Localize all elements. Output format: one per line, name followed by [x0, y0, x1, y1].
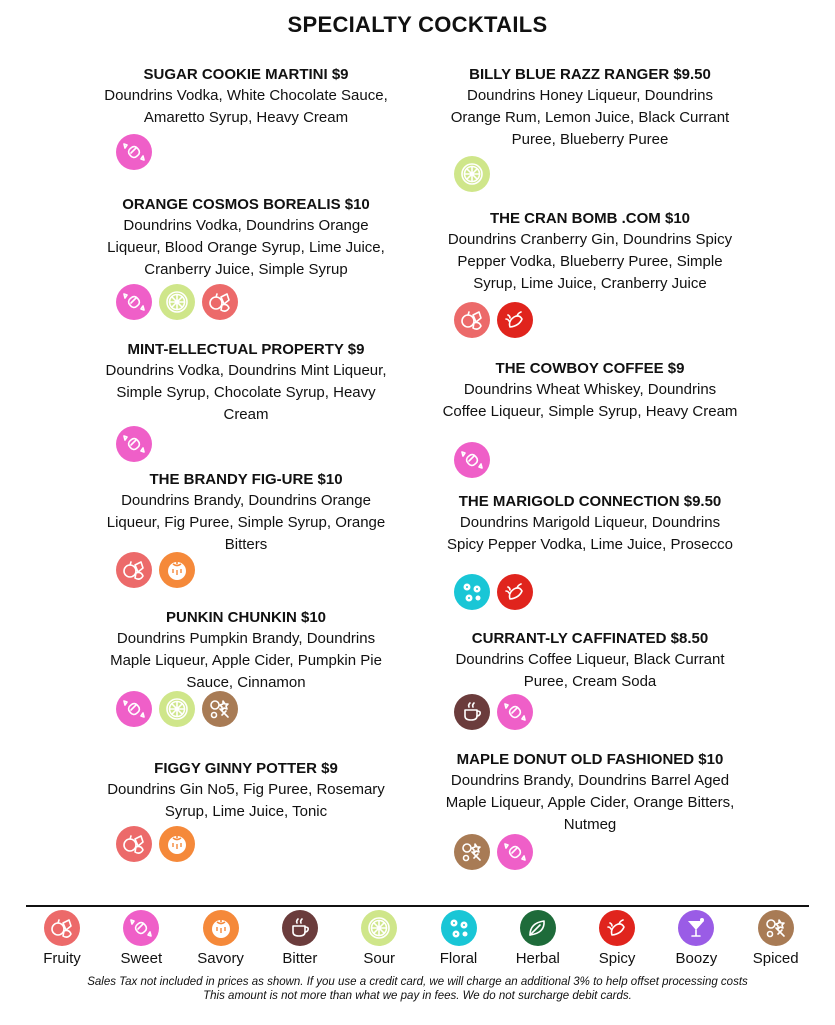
cocktail-ingredients: Doundrins Wheat Whiskey, Doundrins Coffee Liqueur, Simple Syrup, Heavy Cream [442, 381, 738, 420]
legend-item-boozy [656, 910, 736, 967]
flavor-icons [116, 552, 195, 588]
cocktail-ingredients: Doundrins Vodka, Doundrins Orange Liqueur, Blood Orange Syrup, Lime Juice, Cranberry Juice, Simple Syrup [107, 217, 385, 278]
legend-label: Boozy [675, 950, 718, 967]
cocktail-name: SUGAR COOKIE MARTINI $9 [143, 66, 349, 83]
sweet-icon [116, 134, 152, 170]
flavor-icons [454, 302, 533, 338]
cocktail-item [440, 749, 740, 836]
cocktail-ingredients: Doundrins Brandy, Doundrins Barrel Aged Maple Liqueur, Apple Cider, Orange Bitters, Nutmeg [445, 772, 735, 833]
fruity-icon [44, 910, 80, 946]
flavor-icons [116, 284, 238, 320]
fruity-icon [454, 302, 490, 338]
sweet-icon [116, 284, 152, 320]
sour-icon [159, 284, 195, 320]
flavor-icons [454, 694, 533, 730]
flavor-icons [454, 156, 490, 192]
legend-label: Bitter [282, 950, 318, 967]
flavor-icons [116, 691, 238, 727]
footer-line-2: This amount is not more than what we pay in fees. We do not surcharge debit cards. [203, 989, 632, 1002]
divider [26, 905, 809, 907]
floral-icon [454, 574, 490, 610]
cocktail-item [96, 64, 396, 129]
spiced-icon [758, 910, 794, 946]
cocktail-item [96, 607, 396, 694]
footer-line-1: Sales Tax not included in prices as shown. If you use a credit card, we will charge an additional 3% to help offset processing costs [87, 976, 748, 988]
cocktail-name: THE COWBOY COFFEE $9 [495, 360, 685, 377]
savory-icon [159, 826, 195, 862]
cocktail-item [440, 491, 740, 556]
legend-item-savory [181, 910, 261, 967]
spicy-icon [599, 910, 635, 946]
cocktail-item [440, 358, 740, 423]
cocktail-name: CURRANT-LY CAFFINATED $8.50 [471, 630, 709, 647]
sweet-icon [497, 834, 533, 870]
boozy-icon [678, 910, 714, 946]
bitter-icon [454, 694, 490, 730]
cocktail-item [440, 64, 740, 151]
cocktail-name: MAPLE DONUT OLD FASHIONED $10 [456, 751, 724, 768]
spiced-icon [202, 691, 238, 727]
spiced-icon [454, 834, 490, 870]
legend-label: Spicy [598, 950, 636, 967]
flavor-icons [454, 442, 490, 478]
sour-icon [454, 156, 490, 192]
legend-item-floral [419, 910, 499, 967]
cocktail-item [440, 628, 740, 693]
savory-icon [159, 552, 195, 588]
cocktail-item [96, 194, 396, 281]
flavor-icons [454, 834, 533, 870]
cocktail-item [96, 339, 396, 426]
fruity-icon [116, 552, 152, 588]
sweet-icon [116, 691, 152, 727]
spicy-icon [497, 302, 533, 338]
flavor-icons [116, 134, 152, 170]
legend-item-sweet [101, 910, 181, 967]
cocktail-item [96, 469, 396, 556]
cocktail-ingredients: Doundrins Gin No5, Fig Puree, Rosemary Syrup, Lime Juice, Tonic [107, 781, 385, 820]
legend-label: Spiced [752, 950, 799, 967]
flavor-icons [116, 426, 152, 462]
legend-item-bitter [260, 910, 340, 967]
flavor-icons [116, 826, 195, 862]
cocktail-name: ORANGE COSMOS BOREALIS $10 [122, 196, 370, 213]
sour-icon [361, 910, 397, 946]
cocktail-item [96, 758, 396, 823]
legend-label: Sweet [120, 950, 163, 967]
cocktail-ingredients: Doundrins Honey Liqueur, Doundrins Orange Rum, Lemon Juice, Black Currant Puree, Blueberry Puree [450, 87, 730, 148]
sweet-icon [454, 442, 490, 478]
sweet-icon [497, 694, 533, 730]
cocktail-name: MINT-ELLECTUAL PROPERTY $9 [127, 341, 365, 358]
herbal-icon [520, 910, 556, 946]
cocktail-ingredients: Doundrins Brandy, Doundrins Orange Liqueur, Fig Puree, Simple Syrup, Orange Bitters [106, 492, 386, 553]
savory-icon [203, 910, 239, 946]
legend-item-sour [339, 910, 419, 967]
fruity-icon [202, 284, 238, 320]
legend-item-herbal [498, 910, 578, 967]
cocktail-ingredients: Doundrins Marigold Liqueur, Doundrins Spicy Pepper Vodka, Lime Juice, Prosecco [447, 514, 733, 553]
sour-icon [159, 691, 195, 727]
cocktail-ingredients: Doundrins Vodka, Doundrins Mint Liqueur, Simple Syrup, Chocolate Syrup, Heavy Cream [105, 362, 387, 423]
footer-note [0, 976, 835, 1003]
fruity-icon [116, 826, 152, 862]
cocktail-name: THE MARIGOLD CONNECTION $9.50 [458, 493, 722, 510]
cocktail-item [440, 208, 740, 295]
cocktail-ingredients: Doundrins Cranberry Gin, Doundrins Spicy Pepper Vodka, Blueberry Puree, Simple Syrup, Lime Juice, Cranberry Juice [447, 231, 733, 292]
sweet-icon [116, 426, 152, 462]
cocktail-name: THE CRAN BOMB .COM $10 [489, 210, 691, 227]
bitter-icon [282, 910, 318, 946]
legend-label: Floral [439, 950, 478, 967]
spicy-icon [497, 574, 533, 610]
legend-label: Fruity [43, 950, 81, 967]
cocktail-name: BILLY BLUE RAZZ RANGER $9.50 [469, 66, 711, 83]
sweet-icon [123, 910, 159, 946]
legend-label: Savory [197, 950, 244, 967]
floral-icon [441, 910, 477, 946]
cocktail-name: THE BRANDY FIG-URE $10 [149, 471, 343, 488]
legend-item-spicy [577, 910, 657, 967]
page-title: SPECIALTY COCKTAILS [287, 12, 548, 37]
legend-item-spiced [736, 910, 816, 967]
legend-label: Herbal [515, 950, 560, 967]
cocktail-ingredients: Doundrins Pumpkin Brandy, Doundrins Maple Liqueur, Apple Cider, Pumpkin Pie Sauce, Cinnamon [110, 630, 382, 691]
cocktail-name: PUNKIN CHUNKIN $10 [165, 609, 327, 626]
flavor-icons [454, 574, 533, 610]
legend-label: Sour [363, 950, 396, 967]
cocktail-name: FIGGY GINNY POTTER $9 [154, 760, 338, 777]
cocktail-ingredients: Doundrins Coffee Liqueur, Black Currant Puree, Cream Soda [455, 651, 725, 690]
cocktail-ingredients: Doundrins Vodka, White Chocolate Sauce, Amaretto Syrup, Heavy Cream [104, 87, 388, 126]
legend-item-fruity [22, 910, 102, 967]
